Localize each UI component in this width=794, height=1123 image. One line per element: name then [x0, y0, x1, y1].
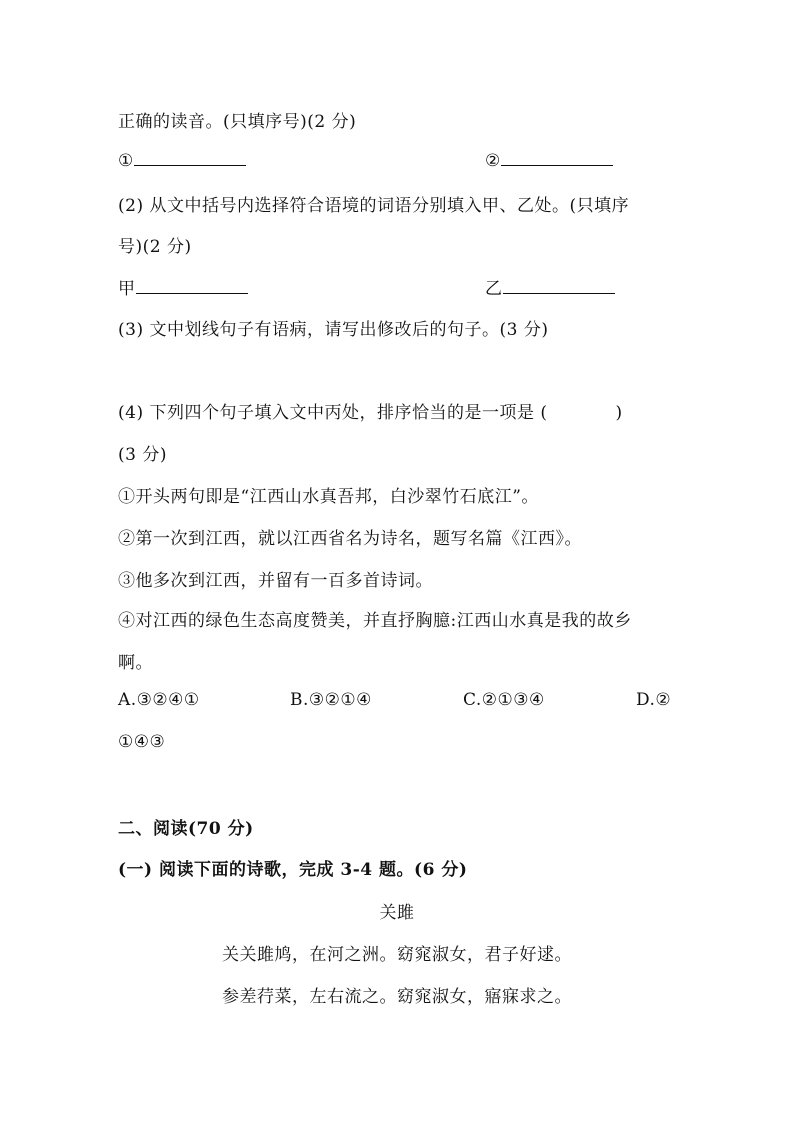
q2-blank1-label: 甲: [118, 279, 136, 299]
q1-answer-row: [118, 151, 678, 171]
q2-text-line2: 号)(2 分): [118, 237, 192, 257]
sub-title: (一) 阅读下面的诗歌，完成 3-4 题。(6 分): [118, 860, 468, 880]
q1-blank1-label: ①: [118, 151, 134, 171]
sentence-1: ①开头两句即是“江西山水真吾邦，白沙翠竹石底江”。: [118, 487, 539, 507]
sentence-4: ④对江西的绿色生态高度赞美，并直抒胸臆:江西山水真是我的故乡: [118, 611, 632, 631]
sentence-3: ③他多次到江西，并留有一百多首诗词。: [118, 571, 433, 591]
q4-close-paren: ): [615, 403, 623, 423]
option-d-wrap: ①④③: [118, 732, 166, 752]
q2-text-line1: (2) 从文中括号内选择符合语境的词语分别填入甲、乙处。(只填序: [118, 196, 630, 216]
q4-text-line2: (3 分): [118, 445, 167, 465]
q2-blank1[interactable]: [136, 279, 248, 294]
section-title: 二、阅读(70 分): [118, 819, 254, 839]
option-d[interactable]: D.②: [636, 690, 672, 710]
poem-line-1: 关关雎鸠，在河之洲。窈窕淑女，君子好逑。: [222, 945, 572, 965]
q1-tail-text: 正确的读音。(只填序号)(2 分): [118, 112, 357, 132]
q4-prompt: (4) 下列四个句子填入文中丙处，排序恰当的是一项是 (: [118, 403, 548, 423]
q2-blank2[interactable]: [503, 279, 615, 294]
q1-blank2-label: ②: [485, 151, 501, 171]
poem-title: 关雎: [379, 903, 415, 923]
sentence-2: ②第一次到江西，就以江西省名为诗名，题写名篇《江西》。: [118, 529, 582, 549]
q3-text: (3) 文中划线句子有语病，请写出修改后的句子。(3 分): [118, 320, 549, 340]
q4-text-line1: [118, 398, 623, 423]
sentence-4-wrap: 啊。: [118, 653, 153, 673]
q2-answer-row: [118, 274, 678, 299]
option-c[interactable]: C.②①③④: [463, 690, 545, 710]
q1-blank1[interactable]: [134, 151, 246, 166]
q1-blank2[interactable]: [501, 151, 613, 166]
q2-blank2-label: 乙: [485, 279, 503, 299]
option-b[interactable]: B.③②①④: [290, 690, 372, 710]
option-a[interactable]: A.③②④①: [118, 690, 200, 710]
poem-line-2: 参差荇菜，左右流之。窈窕淑女，寤寐求之。: [222, 987, 572, 1007]
